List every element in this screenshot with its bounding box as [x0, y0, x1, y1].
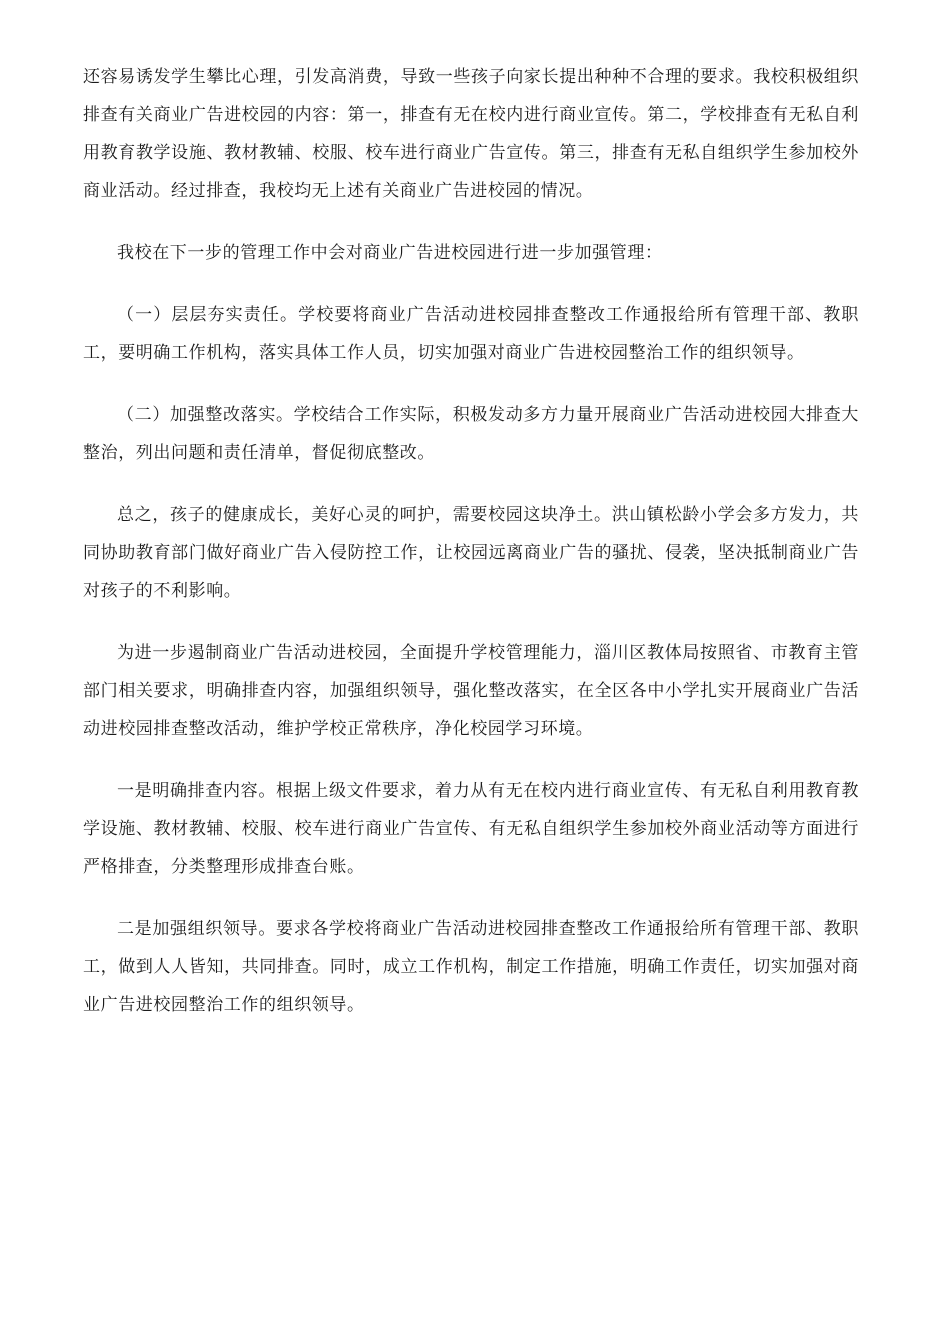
paragraph-next-steps-intro: 我校在下一步的管理工作中会对商业广告进校园进行进一步加强管理：: [117, 243, 663, 263]
paragraph-summary: 总之，孩子的健康成长，美好心灵的呵护，需要校园这块净土。洪山镇松龄小学会多方发力，共同协助教育部门做好商业广告入侵防控工作，让校园远离商业广告的骚扰、侵袭，坚决抵制商业广告对孩子的不利影响。: [83, 505, 859, 601]
document-body: [83, 58, 859, 1048]
paragraph-item-one: （一）层层夯实责任。学校要将商业广告活动进校园排查整改工作通报给所有管理干部、教职工，要明确工作机构，落实具体工作人员，切实加强对商业广告进校园整治工作的组织领导。: [83, 305, 859, 363]
paragraph-district-overview: 为进一步遏制商业广告活动进校园，全面提升学校管理能力，淄川区教体局按照省、市教育主管部门相关要求，明确排查内容，加强组织领导，强化整改落实，在全区各中小学扎实开展商业广告活动进校园排查整改活动，维护学校正常秩序，净化校园学习环境。: [83, 643, 859, 739]
paragraph-continuation: 还容易诱发学生攀比心理，引发高消费，导致一些孩子向家长提出种种不合理的要求。我校积极组织排查有关商业广告进校园的内容：第一，排查有无在校内进行商业宣传。第二，学校排查有无私自利用教育教学设施、教材教辅、校服、校车进行商业广告宣传。第三，排查有无私自组织学生参加校外商业活动。经过排查，我校均无上述有关商业广告进校园的情况。: [83, 67, 859, 201]
paragraph-point-two: 二是加强组织领导。要求各学校将商业广告活动进校园排查整改工作通报给所有管理干部、教职工，做到人人皆知，共同排查。同时，成立工作机构，制定工作措施，明确工作责任，切实加强对商业广告进校园整治工作的组织领导。: [83, 919, 859, 1015]
paragraph-item-two: （二）加强整改落实。学校结合工作实际，积极发动多方力量开展商业广告活动进校园大排查大整治，列出问题和责任清单，督促彻底整改。: [83, 405, 859, 463]
paragraph-point-one: 一是明确排查内容。根据上级文件要求，着力从有无在校内进行商业宣传、有无私自利用教育教学设施、教材教辅、校服、校车进行商业广告宣传、有无私自组织学生参加校外商业活动等方面进行严格排查，分类整理形成排查台账。: [83, 781, 859, 877]
